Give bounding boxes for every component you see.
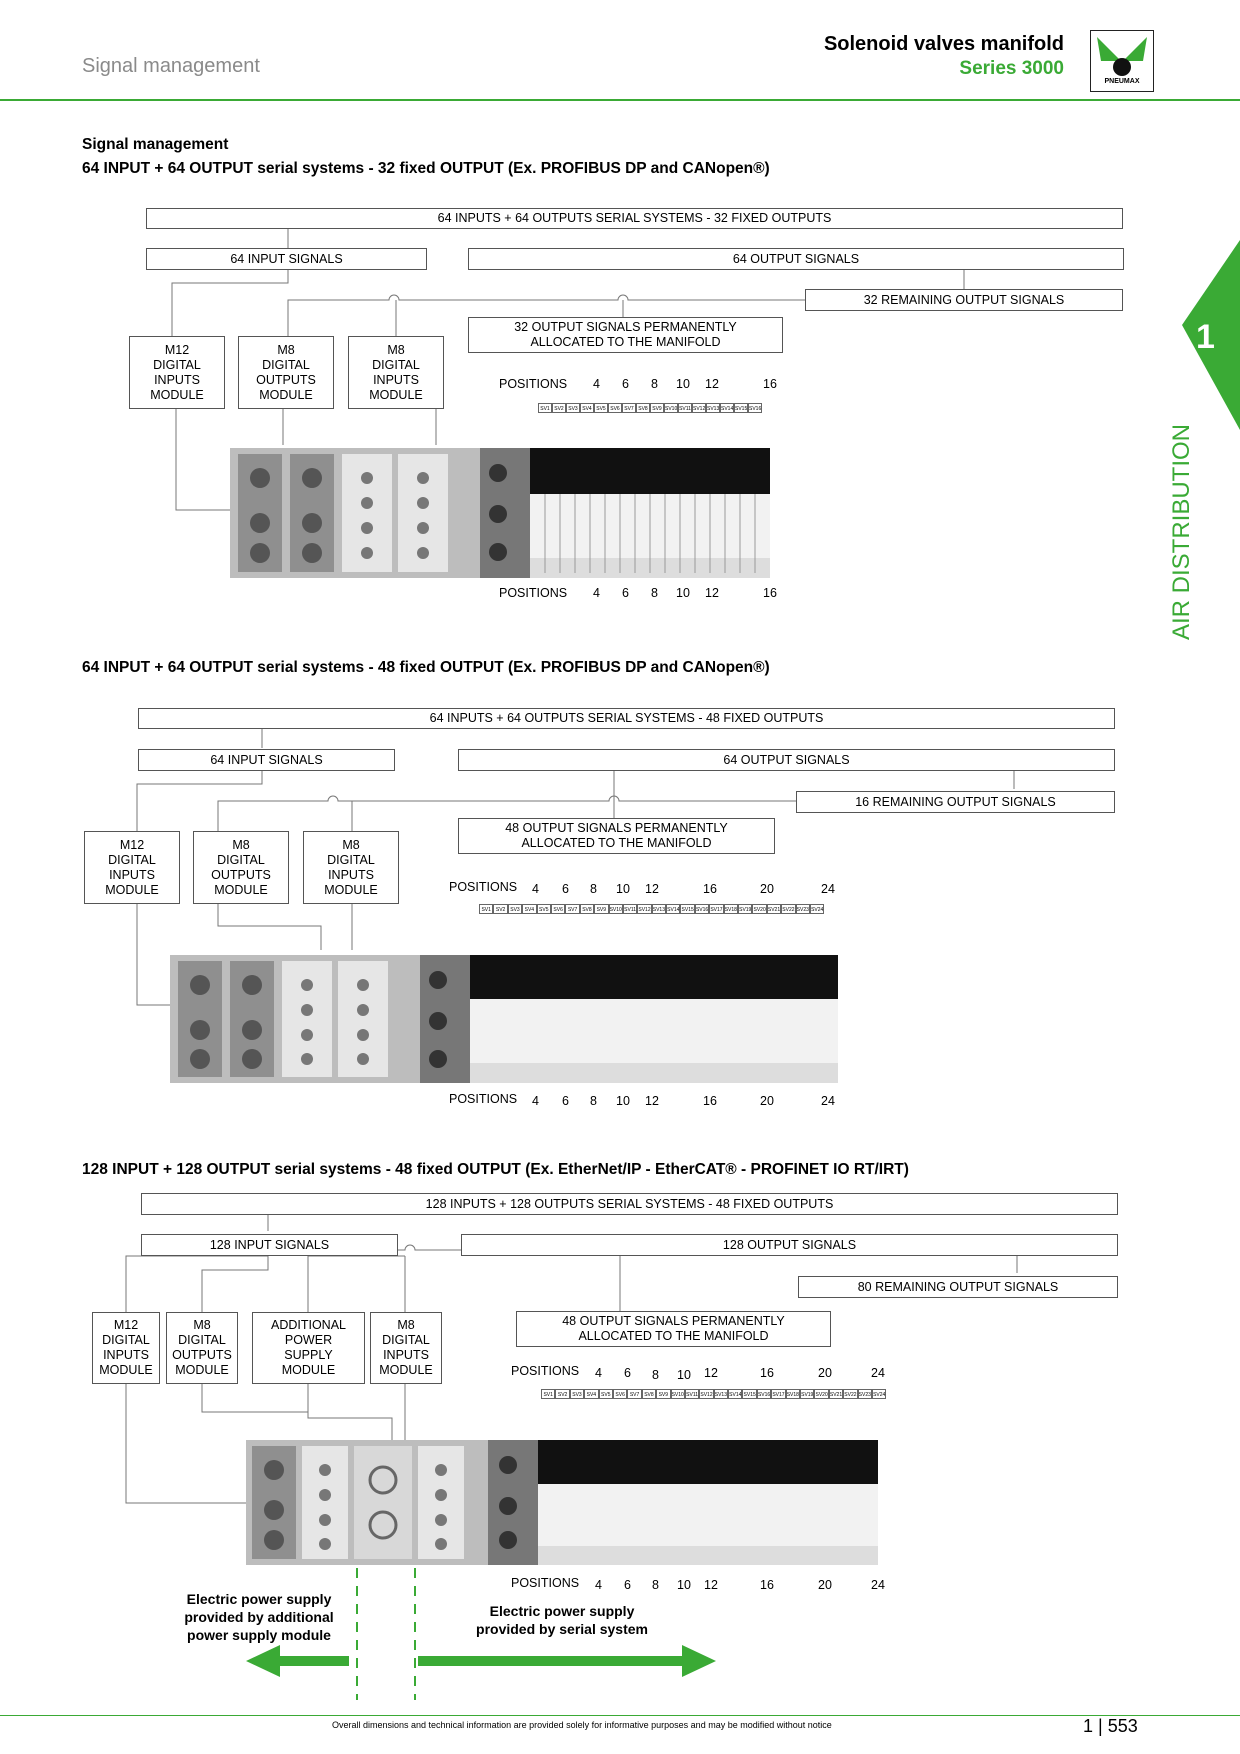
sv-label: SV16: [695, 904, 709, 914]
page-number: 1 | 553: [1083, 1716, 1138, 1736]
section-3-manifold-image: [246, 1440, 882, 1565]
sv-label: SV10: [609, 904, 623, 914]
sv-label: SV19: [800, 1389, 814, 1399]
section-2-positions-label-top: POSITIONS: [449, 880, 518, 894]
section-3-remaining: 80 REMAINING OUTPUT SIGNALS: [798, 1276, 1118, 1298]
s2b-pos-10: 10: [616, 1094, 630, 1108]
sv-label: SV1: [479, 904, 493, 914]
sv-label: SV5: [537, 904, 551, 914]
sv-label: SV20: [752, 904, 766, 914]
sv-label: SV4: [584, 1389, 598, 1399]
header-series: Series 3000: [959, 58, 1064, 79]
sv-label: SV24: [810, 904, 824, 914]
section-2-positions-label-bottom: POSITIONS: [449, 1092, 518, 1106]
s3-pos-4: 4: [595, 1366, 602, 1380]
s3b-pos-24: 24: [871, 1578, 885, 1592]
sv-label: SV6: [551, 904, 565, 914]
s2b-pos-4: 4: [532, 1094, 539, 1108]
sv-label: SV13: [706, 403, 720, 413]
s3b-pos-8: 8: [652, 1578, 659, 1592]
sv-label: SV22: [781, 904, 795, 914]
sv-label: SV5: [599, 1389, 613, 1399]
s2b-pos-16: 16: [703, 1094, 717, 1108]
section-2-remaining: 16 REMAINING OUTPUT SIGNALS: [796, 791, 1115, 813]
section-1-permanent: 32 OUTPUT SIGNALS PERMANENTLY ALLOCATED TO THE MANIFOLD: [468, 317, 783, 353]
sv-label: SV21: [829, 1389, 843, 1399]
s2b-pos-24: 24: [821, 1094, 835, 1108]
sv-label: SV23: [858, 1389, 872, 1399]
s2b-pos-8: 8: [590, 1094, 597, 1108]
section-1-top-box: 64 INPUTS + 64 OUTPUTS SERIAL SYSTEMS - 32 FIXED OUTPUTS: [146, 208, 1123, 229]
sv-label: SV12: [699, 1389, 713, 1399]
section-1-positions-label-bottom: POSITIONS: [499, 586, 568, 600]
s1-pos-8: 8: [651, 377, 658, 391]
footer-note: Overall dimensions and technical information are provided solely for informative purposes and may be modified without notice: [332, 1720, 832, 1730]
sv-label: SV2: [552, 403, 566, 413]
sv-label: SV3: [566, 403, 580, 413]
section-3-module-4: M8 DIGITAL INPUTS MODULE: [370, 1312, 442, 1384]
section-2-output-signals: 64 OUTPUT SIGNALS: [458, 749, 1115, 771]
section-2-top-box: 64 INPUTS + 64 OUTPUTS SERIAL SYSTEMS - 48 FIXED OUTPUTS: [138, 708, 1115, 729]
s2-pos-20: 20: [760, 882, 774, 896]
side-tab-number: 1: [1196, 318, 1215, 356]
s2-pos-12: 12: [645, 882, 659, 896]
section-1-sv-row: [538, 403, 762, 413]
sv-label: SV14: [720, 403, 734, 413]
section-1-module-3: M8 DIGITAL INPUTS MODULE: [348, 336, 444, 409]
sv-label: SV13: [714, 1389, 728, 1399]
sv-label: SV11: [623, 904, 637, 914]
sv-label: SV24: [872, 1389, 886, 1399]
s3-pos-8: 8: [652, 1368, 659, 1382]
section-3-title: 128 INPUT + 128 OUTPUT serial systems - 48 fixed OUTPUT (Ex. EtherNet/IP - EtherCAT® - PROFINET IO RT/IRT): [82, 1161, 909, 1178]
section-3-output-signals: 128 OUTPUT SIGNALS: [461, 1234, 1118, 1256]
section-2-module-2: M8 DIGITAL OUTPUTS MODULE: [193, 831, 289, 904]
s2b-pos-20: 20: [760, 1094, 774, 1108]
sv-label: SV19: [738, 904, 752, 914]
section-1-manifold-image: [230, 448, 776, 578]
section-2-manifold-image: [170, 955, 844, 1083]
sv-label: SV10: [664, 403, 678, 413]
section-2-input-signals: 64 INPUT SIGNALS: [138, 749, 395, 771]
s3b-pos-12: 12: [704, 1578, 718, 1592]
sv-label: SV10: [671, 1389, 685, 1399]
section-1-output-signals: 64 OUTPUT SIGNALS: [468, 248, 1124, 270]
power-caption-additional: Electric power supply provided by additional power supply module: [184, 1591, 334, 1643]
sv-label: SV6: [613, 1389, 627, 1399]
s2-pos-4: 4: [532, 882, 539, 896]
sv-label: SV17: [771, 1389, 785, 1399]
section-2-module-1: M12 DIGITAL INPUTS MODULE: [84, 831, 180, 904]
page-heading: Signal management: [82, 136, 229, 153]
header-title: Solenoid valves manifold: [823, 33, 1064, 55]
sv-label: SV21: [767, 904, 781, 914]
section-3-positions-label-top: POSITIONS: [511, 1364, 580, 1378]
s1-pos-6: 6: [622, 377, 629, 391]
sv-label: SV14: [666, 904, 680, 914]
sv-label: SV8: [580, 904, 594, 914]
s1b-pos-16: 16: [763, 586, 777, 600]
section-1-title: 64 INPUT + 64 OUTPUT serial systems - 32 fixed OUTPUT (Ex. PROFIBUS DP and CANopen®): [82, 160, 770, 177]
sv-label: SV23: [796, 904, 810, 914]
sv-label: SV7: [627, 1389, 641, 1399]
header-section-label: Signal management: [82, 55, 260, 77]
s3-pos-16: 16: [760, 1366, 774, 1380]
s1b-pos-10: 10: [676, 586, 690, 600]
s1-pos-12: 12: [705, 377, 719, 391]
side-tab-label: AIR DISTRIBUTION: [1168, 423, 1195, 640]
section-3-module-3: ADDITIONAL POWER SUPPLY MODULE: [252, 1312, 365, 1384]
s3b-pos-16: 16: [760, 1578, 774, 1592]
s3b-pos-10: 10: [677, 1578, 691, 1592]
s3b-pos-4: 4: [595, 1578, 602, 1592]
section-2-permanent: 48 OUTPUT SIGNALS PERMANENTLY ALLOCATED TO THE MANIFOLD: [458, 818, 775, 854]
sv-label: SV15: [680, 904, 694, 914]
s2b-pos-12: 12: [645, 1094, 659, 1108]
sv-label: SV8: [636, 403, 650, 413]
sv-label: SV15: [742, 1389, 756, 1399]
sv-label: SV18: [786, 1389, 800, 1399]
section-1-module-2: M8 DIGITAL OUTPUTS MODULE: [238, 336, 334, 409]
sv-label: SV1: [541, 1389, 555, 1399]
s3-pos-20: 20: [818, 1366, 832, 1380]
sv-label: SV16: [757, 1389, 771, 1399]
section-2-title: 64 INPUT + 64 OUTPUT serial systems - 48 fixed OUTPUT (Ex. PROFIBUS DP and CANopen®): [82, 659, 770, 676]
s3-pos-6: 6: [624, 1366, 631, 1380]
sv-label: SV7: [622, 403, 636, 413]
sv-label: SV4: [522, 904, 536, 914]
power-caption-serial: Electric power supply provided by serial system: [476, 1603, 648, 1637]
section-1-module-1: M12 DIGITAL INPUTS MODULE: [129, 336, 225, 409]
sv-label: SV22: [843, 1389, 857, 1399]
sv-label: SV6: [608, 403, 622, 413]
sv-label: SV14: [728, 1389, 742, 1399]
section-3-input-signals: 128 INPUT SIGNALS: [141, 1234, 398, 1256]
section-3-positions-label-bottom: POSITIONS: [511, 1576, 580, 1590]
s1b-pos-12: 12: [705, 586, 719, 600]
sv-label: SV9: [594, 904, 608, 914]
sv-label: SV3: [570, 1389, 584, 1399]
s3b-pos-6: 6: [624, 1578, 631, 1592]
sv-label: SV20: [814, 1389, 828, 1399]
s1-pos-10: 10: [676, 377, 690, 391]
section-2-sv-row: [479, 904, 824, 914]
section-1-input-signals: 64 INPUT SIGNALS: [146, 248, 427, 270]
sv-label: SV12: [637, 904, 651, 914]
section-3-sv-row: [541, 1389, 886, 1399]
s1b-pos-4: 4: [593, 586, 600, 600]
section-3-module-1: M12 DIGITAL INPUTS MODULE: [92, 1312, 160, 1384]
section-2-module-3: M8 DIGITAL INPUTS MODULE: [303, 831, 399, 904]
s3-pos-12: 12: [704, 1366, 718, 1380]
s2b-pos-6: 6: [562, 1094, 569, 1108]
sv-label: SV12: [692, 403, 706, 413]
sv-label: SV9: [656, 1389, 670, 1399]
s2-pos-8: 8: [590, 882, 597, 896]
section-3-module-2: M8 DIGITAL OUTPUTS MODULE: [166, 1312, 238, 1384]
sv-label: SV15: [734, 403, 748, 413]
sv-label: SV9: [650, 403, 664, 413]
sv-label: SV13: [652, 904, 666, 914]
section-1-remaining: 32 REMAINING OUTPUT SIGNALS: [805, 289, 1123, 311]
sv-label: SV3: [508, 904, 522, 914]
s3-pos-24: 24: [871, 1366, 885, 1380]
sv-label: SV2: [493, 904, 507, 914]
s1-pos-16: 16: [763, 377, 777, 391]
sv-label: SV16: [748, 403, 762, 413]
sv-label: SV8: [642, 1389, 656, 1399]
section-1-positions-label-top: POSITIONS: [499, 377, 568, 391]
s2-pos-10: 10: [616, 882, 630, 896]
sv-label: SV7: [565, 904, 579, 914]
s1b-pos-6: 6: [622, 586, 629, 600]
sv-label: SV5: [594, 403, 608, 413]
section-3-top-box: 128 INPUTS + 128 OUTPUTS SERIAL SYSTEMS - 48 FIXED OUTPUTS: [141, 1193, 1118, 1215]
s2-pos-24: 24: [821, 882, 835, 896]
s2-pos-16: 16: [703, 882, 717, 896]
s1-pos-4: 4: [593, 377, 600, 391]
sv-label: SV4: [580, 403, 594, 413]
sv-label: SV17: [709, 904, 723, 914]
s1b-pos-8: 8: [651, 586, 658, 600]
section-3-permanent: 48 OUTPUT SIGNALS PERMANENTLY ALLOCATED TO THE MANIFOLD: [516, 1311, 831, 1347]
sv-label: SV11: [685, 1389, 699, 1399]
s3-pos-10: 10: [677, 1368, 691, 1382]
sv-label: SV2: [555, 1389, 569, 1399]
s2-pos-6: 6: [562, 882, 569, 896]
sv-label: SV1: [538, 403, 552, 413]
sv-label: SV11: [678, 403, 692, 413]
sv-label: SV18: [724, 904, 738, 914]
s3b-pos-20: 20: [818, 1578, 832, 1592]
logo-text: PNEUMAX: [1104, 78, 1140, 85]
footer-rule: [0, 1715, 1240, 1716]
